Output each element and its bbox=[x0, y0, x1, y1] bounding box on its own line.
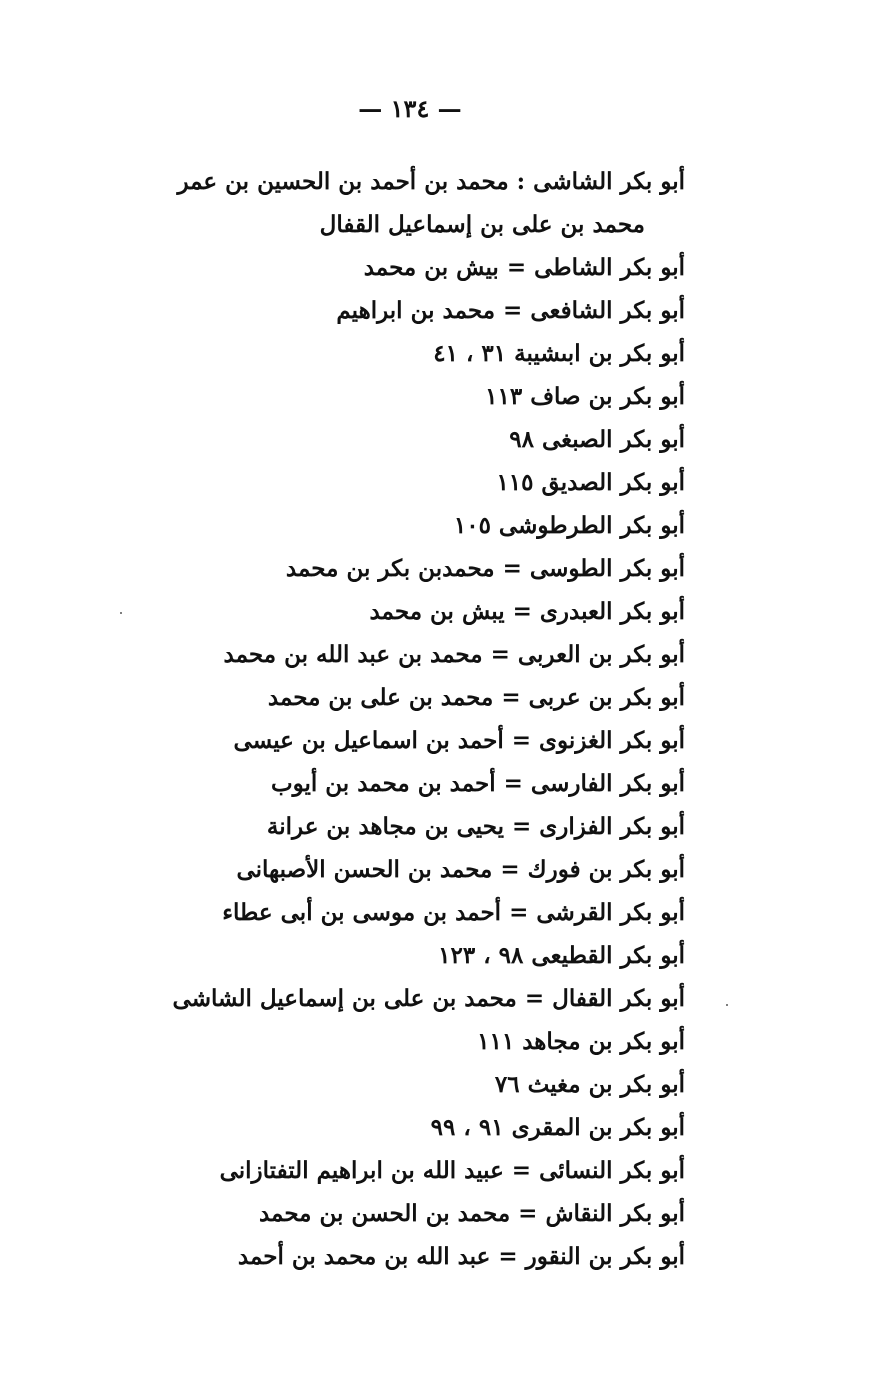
scan-speck bbox=[120, 612, 122, 614]
index-entry: أبو بكر الصديق ١١٥ bbox=[496, 469, 685, 496]
index-entry: أبو بكر بن عربى = محمد بن على بن محمد bbox=[267, 684, 685, 711]
page-number: — ١٣٤ — bbox=[358, 94, 462, 123]
index-entry: أبو بكر النقاش = محمد بن الحسن بن محمد bbox=[258, 1200, 685, 1227]
index-entry-continuation: محمد بن على بن إسماعيل القفال bbox=[319, 211, 645, 238]
index-entry: أبو بكر الشافعى = محمد بن ابراهيم bbox=[336, 297, 685, 324]
index-entry: أبو بكر القرشى = أحمد بن موسى بن أبى عطاء bbox=[222, 899, 685, 926]
index-entry: أبو بكر الصبغى ٩٨ bbox=[509, 426, 685, 453]
scan-speck bbox=[726, 1004, 728, 1006]
index-entry: أبو بكر الغزنوى = أحمد بن اسماعيل بن عيسى bbox=[233, 727, 685, 754]
index-entry: أبو بكر الشاشى : محمد بن أحمد بن الحسين بن عمر bbox=[177, 168, 685, 195]
index-entry: أبو بكر بن ابىشيبة ٣١ ، ٤١ bbox=[433, 340, 685, 367]
index-entry: أبو بكر العبدرى = يبش بن محمد bbox=[369, 598, 685, 625]
index-entry: أبو بكر بن مغيث ٧٦ bbox=[494, 1071, 685, 1098]
index-entry: أبو بكر بن المقرى ٩١ ، ٩٩ bbox=[430, 1114, 685, 1141]
index-entry: أبو بكر بن فورك = محمد بن الحسن الأصبهانى bbox=[236, 856, 685, 883]
index-entries bbox=[172, 160, 685, 1278]
index-entry: أبو بكر الطرطوشى ١٠٥ bbox=[453, 512, 685, 539]
index-entry: أبو بكر الطوسى = محمدبن بكر بن محمد bbox=[285, 555, 685, 582]
index-entry: أبو بكر بن العربى = محمد بن عبد الله بن محمد bbox=[223, 641, 685, 668]
index-entry: أبو بكر الفارسى = أحمد بن محمد بن أيوب bbox=[270, 770, 685, 797]
index-entry: أبو بكر بن صاف ١١٣ bbox=[485, 383, 685, 410]
index-entry: أبو بكر بن مجاهد ١١١ bbox=[477, 1028, 685, 1055]
index-entry: أبو بكر الشاطى = بيش بن محمد bbox=[363, 254, 685, 281]
index-entry: أبو بكر القفال = محمد بن على بن إسماعيل الشاشى bbox=[172, 985, 685, 1012]
index-entry: أبو بكر بن النقور = عبد الله بن محمد بن أحمد bbox=[237, 1243, 685, 1270]
index-entry: أبو بكر النسائى = عبيد الله بن ابراهيم التفتازانى bbox=[219, 1157, 685, 1184]
index-entry: أبو بكر الفزارى = يحيى بن مجاهد بن عرانة bbox=[266, 813, 685, 840]
index-entry: أبو بكر القطيعى ٩٨ ، ١٢٣ bbox=[438, 942, 685, 969]
